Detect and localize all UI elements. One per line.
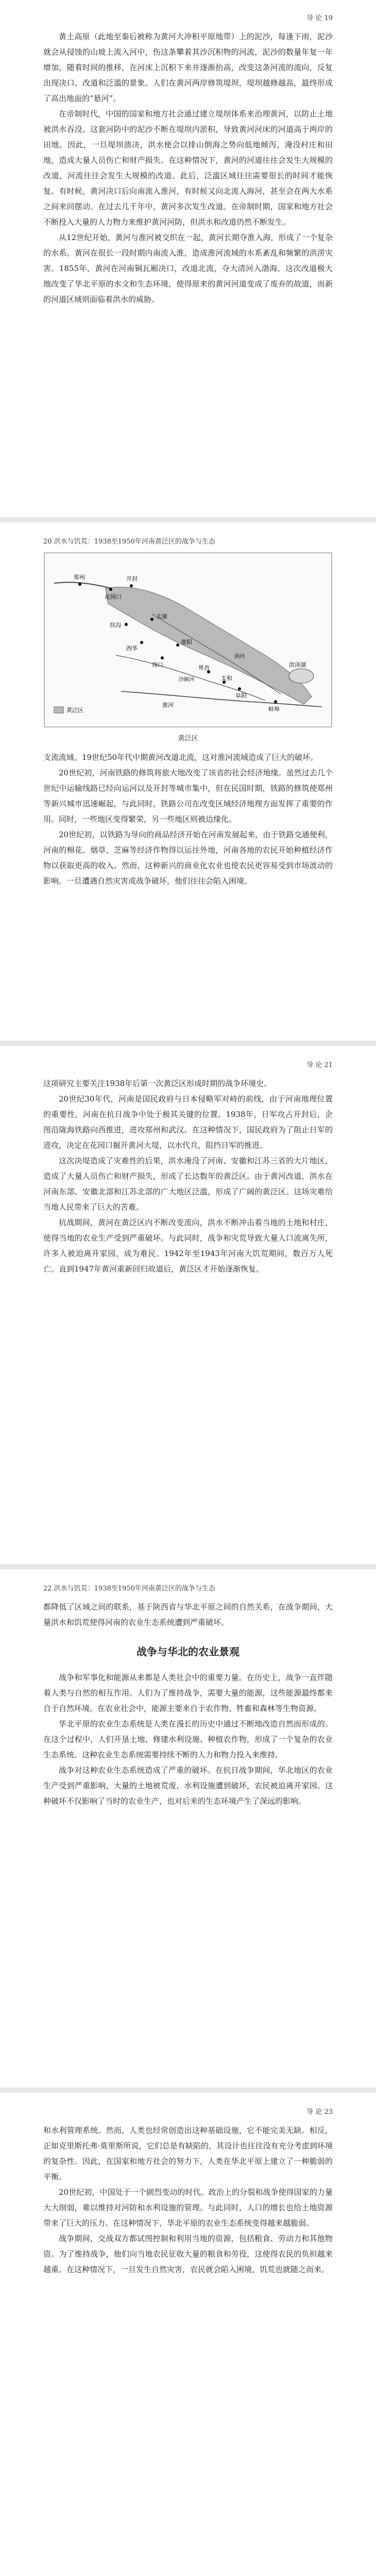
paragraph: 20世纪初，以铁路为导向的商品经济开始在河南发展起来，由于铁路交通便利，河南的棉花、烟草、芝麻等经济作物得以运往外地，河南各地的农民开始种植经济作物以获取更高的收入。然而，这种新兴的商业化农业也使农民更容易受到市场波动的影响。一旦遭遇自然灾害或战争破坏，他们往往会陷入困境。 bbox=[43, 830, 333, 886]
paragraph: 从12世纪开始，黄河与淮河被交织在一起，黄河长期夺淮入海，形成了一个复杂的水系。黄河在很长一段时期内南流入淮，造成淮河流域的水系紊乱和频繁的洪涝灾害。1855年，黄河在河南铜瓦厢决口，改道北流，夺大清河入渤海。这次改道极大地改变了华北平原的水文和生态环境，使得原来的黄河河道变成了废弃的故道，而新的河道区域则面临着洪水的威胁。 bbox=[43, 233, 333, 304]
paragraph: 黄土高原（此地至秦后被称为黄河大冲积平原地带）上的泥沙，每逢下雨，泥沙就会从侵蚀的山坡上流入河中，伤这条攀着其沙沉积物的河流，泥沙的数量年复一年增加，随着时间的推移，在河床上沉积下来并逐渐抬高，改变这条河流的流向，反复出现决口、改道和泛滥的景象。人们在黄河两岸修筑堤坝，堤坝越修越高，最终形成了高出地面的“悬河”。 bbox=[43, 32, 333, 103]
paragraph: 支流流域。19世纪50年代中期黄河改道北流，这对淮河流域造成了巨大的破坏。 bbox=[43, 753, 318, 762]
map-label-huaiyang: 淮阳 bbox=[181, 639, 192, 646]
map-legend-flood: 黄泛区 bbox=[66, 707, 83, 714]
page-divider bbox=[0, 517, 376, 522]
book-page-2 bbox=[0, 523, 376, 1039]
map-label-guo-river: 涡河 bbox=[234, 654, 245, 659]
book-page-3 bbox=[0, 1047, 376, 1562]
page-header bbox=[43, 1047, 333, 1076]
page-divider bbox=[0, 1564, 376, 1569]
paragraph: 战争期间，交战双方都试图控制和利用当地的资源，包括粮食、劳动力和其他物资。为了维持战争，他们向当地农民征收大量的粮食和劳役，这使得农民的负担越来越重。在这种情况下，一旦发生自然灾害，农民就会陷入困境，饥荒也就随之而来。 bbox=[43, 2234, 333, 2274]
paragraph: 华北平原的农业生态系统是人类在漫长的历史中通过不断地改造自然而形成的。在这个过程中，人们开垦土地、修建水利设施、种植农作物，形成了一个复杂的农业生态系统。这种农业生态系统需要持续不断的人力和物力投入来维持。 bbox=[43, 1719, 333, 1759]
paragraph: 在帝制时代，中国的国家和地方社会通过建立堤坝体系来治理黄河，以防止土地被洪水吞没。这套河防中的泥沙不断在堤坝内淤积，导致黄河河床的河道高于两岸的田地。因此，一旦堤坝溃决，洪水便会以排山倒海之势向低地倾泻，淹没村庄和田地，造成大量人员伤亡和财产损失。在这种情况下，黄河的河道往往会发生大规模的改道，河流往往会发生大规模的改道。此后，泛滥区域往往需要很长的时间才能恢复。有时候，黄河决口后向南流入淮河，有时候又向北流入海河，甚至会在两大水系之间来回摆动。在过去几千年中，黄河多次发生改道。在帝制时期，国家和地方社会不断投入大量的人力物力来维护黄河河防，但洪水和改道仍然不断发生。 bbox=[43, 109, 333, 227]
map-label-zhoukou: 周口 bbox=[152, 662, 163, 668]
page-divider bbox=[0, 2088, 376, 2093]
map-label-taikang: 太康 bbox=[156, 613, 167, 620]
map-label-huai-river: 淮河 bbox=[162, 702, 174, 708]
page-header bbox=[43, 0, 333, 29]
page-header-text: 导 论 23 bbox=[306, 2108, 333, 2116]
page-header bbox=[43, 523, 333, 552]
paragraph: 20世纪初，中国处于一个剧烈变动的时代。政治上的分裂和战争使得国家的力量大大削弱，难以维持对河防和水利设施的管理。与此同时，人口的增长也给土地资源带来了巨大的压力。在这种情况下，华北平原的农业生态系统变得越来越脆弱。 bbox=[43, 2188, 333, 2228]
paragraph: 这次决堤造成了灾难性的后果，洪水淹没了河南、安徽和江苏三省的大片地区，造成了大量人员伤亡和财产损失，形成了长达数年的黄泛区。由于黄河改道，洪水在河南东部、安徽北部和江苏北部的广大地区泛滥，形成了广阔的黄泛区。这场灾难给当地人民带来了巨大的苦难。 bbox=[43, 1156, 333, 1212]
flood-area-map bbox=[44, 552, 332, 727]
map-label-taihe: 太和 bbox=[221, 675, 232, 682]
hongze-lake-shape bbox=[289, 669, 314, 683]
book-page-4 bbox=[0, 1570, 376, 2086]
page-header-text: 导 论 21 bbox=[306, 1061, 333, 1069]
paragraph: 和水利管理系统。然而，人类也经常创造出这种基础设施，它不能完美无缺。相反，正如克里斯托弗·莫里斯所说，它们总是有缺陷的，其设计也往往没有充分考虑到环境的复杂性。因此，在国家和地方社会的努力下，人类在华北平原上建立了一种脆弱的平衡。 bbox=[43, 2126, 333, 2181]
paragraph: 20世纪30年代，河南是国民政府与日本侵略军对峙的前线，由于河南地理位置的重要性，河南在抗日战争中处于极其关键的位置。1938年，日军攻占开封后，企图沿陇海铁路向西推进，进攻郑州和武汉。在这种情况下，国民政府为了阻止日军的进攻，决定在花园口掘开黄河大堤，以水代兵，阻挡日军的推进。 bbox=[43, 1094, 333, 1150]
map-label-zhengzhou: 郑州 bbox=[74, 574, 85, 581]
paragraph: 战争和军事化和能源从来都是人类社会中的重要力量。在历史上，战争一直伴随着人类与自然的相互作用。人们为了维持战争，需要大量的能源，这些能源最终都来自于自然环境。在农业社会中，能源主要来自于农作物、牲畜和森林等生物资源。 bbox=[43, 1673, 333, 1713]
paragraph: 都降低了区域之间的联系，基于陕西省与华北平原之间的自然关系，在战争期间，大量洪水和饥荒使得河南的农业生态系统遭到严重破坏。 bbox=[43, 1602, 333, 1627]
map-label-jieshou: 界首 bbox=[198, 665, 210, 671]
figure-caption: 黄泛区 bbox=[178, 735, 198, 742]
map-label-hongze: 洪泽湖 bbox=[289, 662, 306, 668]
paragraph: 战争对这种农业生态系统造成了严重的破坏。在抗日战争期间，华北地区的农业生产受到严重影响，大量的土地被荒废，水利设施遭到破坏，农民被迫离开家园。这种破坏不仅影响了当时的农业生产，也对后来的生态环境产生了深远的影响。 bbox=[43, 1766, 333, 1806]
page-header-text: 导 论 19 bbox=[306, 14, 333, 22]
page-divider bbox=[0, 1041, 376, 1046]
book-page-5 bbox=[0, 2094, 376, 2576]
paragraph: 20世纪初，河南铁路的修筑将旅大地改变了该省的社会经济地缘。虽然过去几个世纪中运输线路已经向运河以及开封等城市集中，但在民国时期，铁路的修筑使郑州等新兴城市迅速崛起，与此同时，铁路公司在改变区域经济地理方面发挥了重要的作用。同时，一些地区变得繁荣，另一些地区则被边缘化。 bbox=[43, 768, 333, 824]
map-label-shaying-river: 沙颍河 bbox=[179, 677, 194, 683]
map-label-bengbu: 蚌埠 bbox=[268, 706, 280, 713]
map-label-fugou: 扶沟 bbox=[110, 622, 121, 629]
map-label-huayuankou: 花园口 bbox=[105, 594, 122, 600]
page-header-text: 22 洪水与饥荒：1938至1950年河南黄泛区的战争与生态 bbox=[43, 1585, 215, 1592]
page-header-text: 20 洪水与饥荒：1938至1950年河南黄泛区的战争与生态 bbox=[43, 538, 215, 546]
section-title: 战争与华北的农业景观 bbox=[136, 1646, 240, 1658]
paragraph: 这项研究主要关注1938年后第一次黄泛区形成时期的战争环境史。 bbox=[43, 1079, 272, 1088]
book-page-1 bbox=[0, 0, 376, 515]
map-label-fuyang: 阜阳 bbox=[235, 692, 247, 699]
page-header bbox=[43, 2094, 333, 2123]
map-label-kaifeng: 开封 bbox=[126, 575, 138, 582]
paragraph: 抗战期间，黄河在黄泛区内不断改变流向，洪水不断冲击着当地的土地和村庄，使得当地的农业生产受到严重破坏。与此同时，战争和灾荒导致大量人口流离失所，许多人被迫离开家园，成为难民。1942年至1943年河南大饥荒期间，数百万人死亡。直到1947年黄河重新回归故道后，黄泛区才开始逐渐恢复。 bbox=[43, 1218, 333, 1274]
page-header bbox=[43, 1570, 333, 1599]
map-label-xihua: 西华 bbox=[126, 645, 138, 652]
